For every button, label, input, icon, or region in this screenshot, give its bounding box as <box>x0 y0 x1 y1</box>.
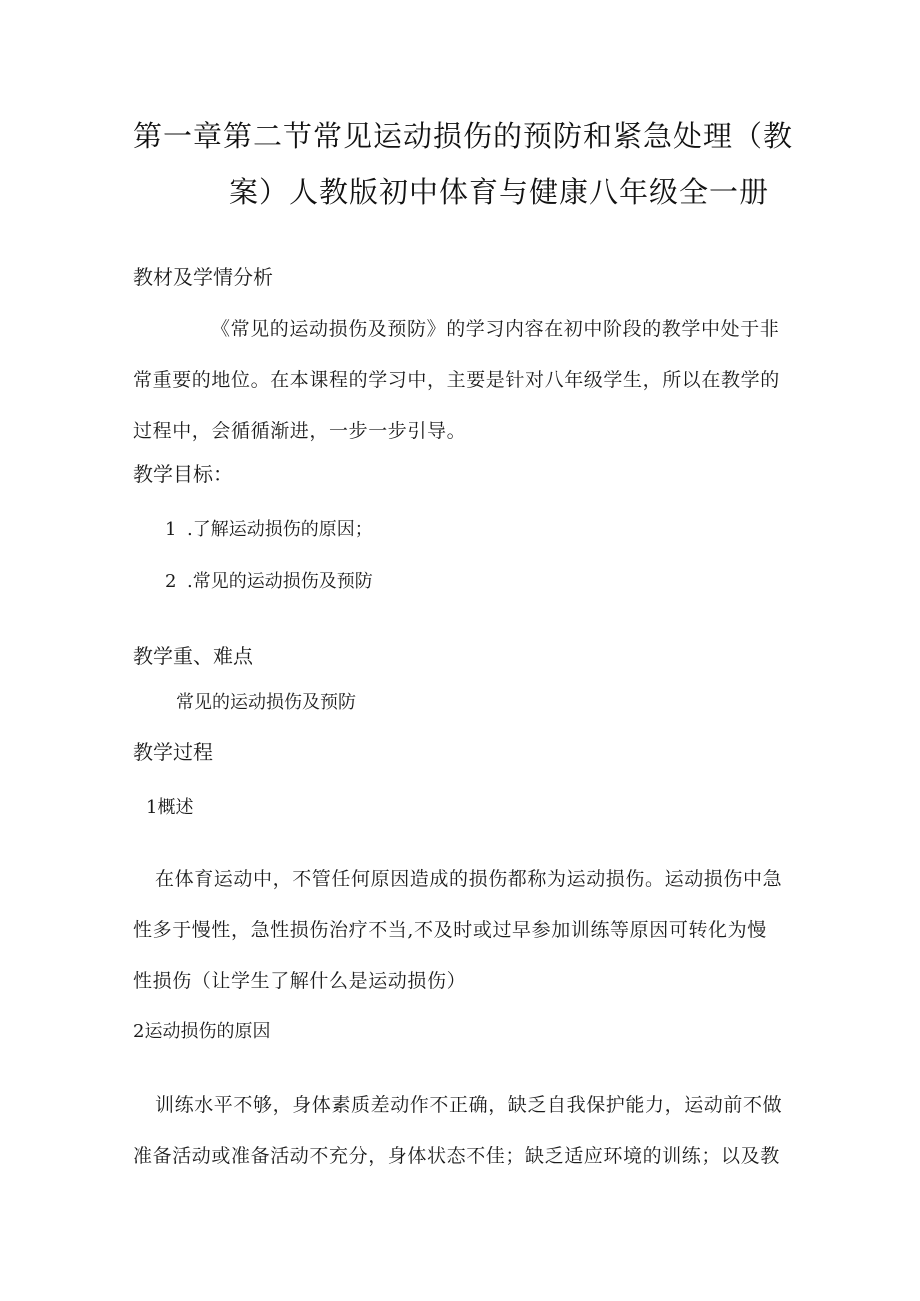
paragraph-line: 过程中，会循循渐进，一步一步引导。 <box>133 420 467 442</box>
document-title <box>133 108 794 220</box>
paragraph-line: 准备活动或准备活动不充分，身体状态不佳；缺乏适应环境的训练；以及教 <box>133 1145 780 1167</box>
goal-item-number: 1 <box>165 519 177 540</box>
paragraph-causes <box>133 1080 795 1182</box>
paragraph-line: 《常见的运动损伤及预防》的学习内容在初中阶段的教学中处于非 <box>211 318 780 340</box>
goal-item-text: .了解运动损伤的原因； <box>187 519 373 540</box>
paragraph-line: 在体育运动中，不管任何原因造成的损伤都称为运动损伤。运动损伤中急 <box>155 868 783 890</box>
goal-item <box>165 517 373 543</box>
goal-item-text: .常见的运动损伤及预防 <box>187 571 373 592</box>
heading-key-points: 教学重、难点 <box>133 644 253 668</box>
heading-materials: 教材及学情分析 <box>133 265 273 289</box>
heading-process: 教学过程 <box>133 740 213 764</box>
paragraph-line: 性损伤（让学生了解什么是运动损伤） <box>133 970 467 992</box>
paragraph-overview <box>133 854 795 1007</box>
paragraph-line: 常重要的地位。在本课程的学习中，主要是针对八年级学生，所以在教学的 <box>133 369 780 391</box>
paragraph-materials <box>133 304 795 457</box>
subheading-causes: 2运动损伤的原因 <box>133 1021 271 1042</box>
title-line-1: 第一章第二节常见运动损伤的预防和紧急处理（教 <box>133 119 794 153</box>
goal-item <box>165 569 373 595</box>
subheading-overview: 1概述 <box>146 797 194 818</box>
paragraph-line: 训练水平不够，身体素质差动作不正确，缺乏自我保护能力，运动前不做 <box>155 1094 783 1116</box>
key-points-text: 常见的运动损伤及预防 <box>176 692 356 713</box>
goal-item-number: 2 <box>165 571 177 592</box>
title-line-2: 案）人教版初中体育与健康八年级全一册 <box>229 175 770 209</box>
paragraph-line: 性多于慢性，急性损伤治疗不当,不及时或过早参加训练等原因可转化为慢 <box>133 919 767 941</box>
heading-goals: 教学目标： <box>133 462 233 486</box>
